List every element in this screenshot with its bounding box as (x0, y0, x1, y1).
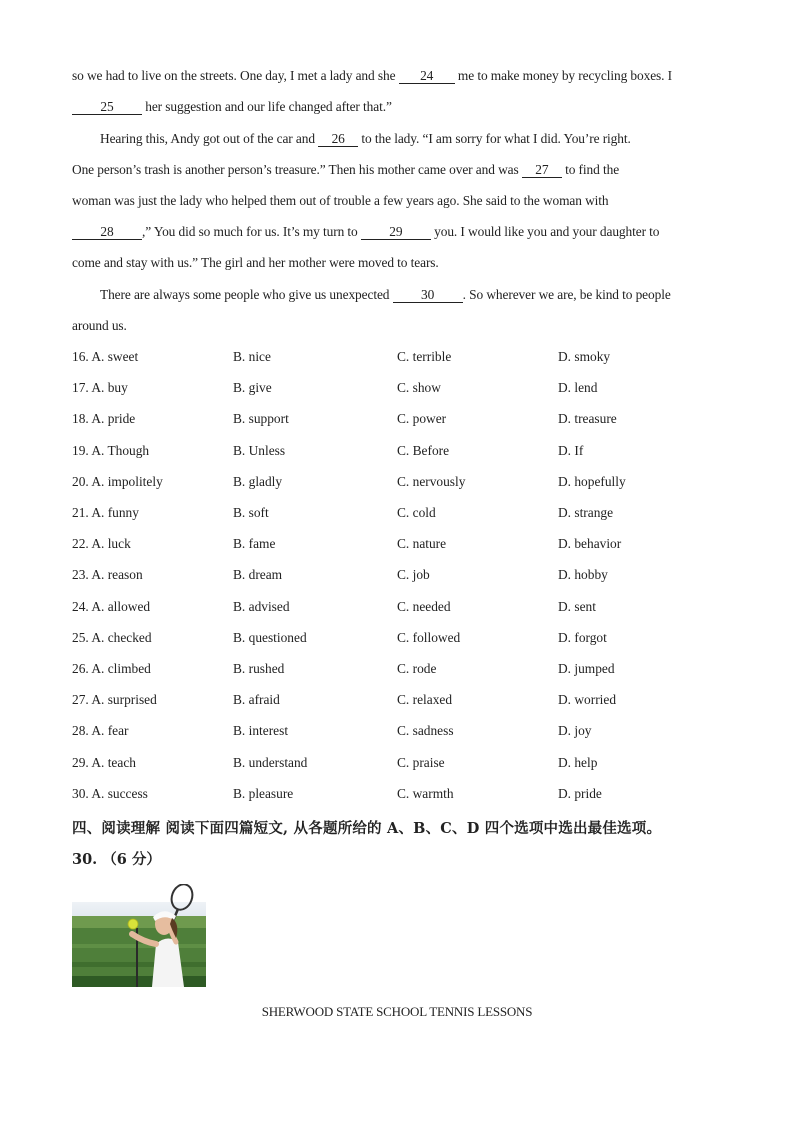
options-row-16 (72, 349, 732, 367)
passage-text: One person’s trash is another person’s treasure.” Then his mother came over and was (72, 162, 522, 177)
option-a: 19. A. Though (72, 443, 150, 458)
section-heading: 四、阅读理解 阅读下面四篇短文, 从各题所给的 A、B、C、D 四个选项中选出最佳选项。 (72, 820, 662, 837)
option-b: B. dream (233, 567, 283, 582)
option-a: 26. A. climbed (72, 661, 151, 676)
option-a: 25. A. checked (72, 630, 152, 645)
option-b: B. support (233, 411, 289, 426)
passage-line-7 (72, 255, 439, 271)
blank-24: 24 (399, 69, 455, 84)
option-b: B. nice (233, 349, 271, 364)
option-b: B. give (233, 380, 272, 395)
option-d: D. forgot (558, 630, 607, 645)
option-d: D. hopefully (558, 474, 626, 489)
blank-29: 29 (361, 225, 431, 240)
options-row-19 (72, 443, 732, 461)
options-row-28 (72, 723, 732, 741)
passage-text: Hearing this, Andy got out of the car and (100, 131, 319, 146)
passage-text: her suggestion and our life changed after that.” (142, 99, 392, 114)
passage-text: come and stay with us.” The girl and her mother were moved to tears. (72, 255, 439, 270)
option-d: D. sent (558, 599, 596, 614)
blank-26: 26 (318, 132, 358, 147)
passage-text: to find the (561, 162, 620, 177)
option-b: B. interest (233, 723, 289, 738)
options-row-26 (72, 661, 732, 679)
option-c: C. praise (397, 755, 445, 770)
option-c: C. warmth (397, 786, 454, 801)
option-a: 29. A. teach (72, 755, 136, 770)
passage-text: . So wherever we are, be kind to people (462, 287, 671, 302)
blank-27: 27 (522, 163, 562, 178)
passage-line-6 (72, 224, 659, 240)
option-b: B. advised (233, 599, 290, 614)
option-b: B. rushed (233, 661, 285, 676)
option-d: D. strange (558, 505, 614, 520)
option-a: 18. A. pride (72, 411, 136, 426)
option-d: D. help (558, 755, 598, 770)
blank-25: 25 (72, 100, 142, 115)
option-b: B. afraid (233, 692, 280, 707)
option-c: C. nervously (397, 474, 466, 489)
option-d: D. treasure (558, 411, 617, 426)
option-d: D. smoky (558, 349, 611, 364)
passage-text: me to make money by recycling boxes. I (454, 68, 673, 83)
option-c: C. cold (397, 505, 436, 520)
passage-line-2 (72, 99, 392, 115)
passage-line-5 (72, 193, 609, 209)
option-a: 16. A. sweet (72, 349, 139, 364)
option-c: C. followed (397, 630, 461, 645)
option-c: C. nature (397, 536, 447, 551)
blank-30: 30 (393, 288, 463, 303)
passage-text: There are always some people who give us unexpected (100, 287, 393, 302)
option-c: C. power (397, 411, 447, 426)
option-a: 17. A. buy (72, 380, 128, 395)
option-c: C. rode (397, 661, 437, 676)
options-row-24 (72, 599, 732, 617)
option-b: B. fame (233, 536, 276, 551)
option-b: B. questioned (233, 630, 307, 645)
options-row-17 (72, 380, 732, 398)
option-b: B. soft (233, 505, 269, 520)
passage-line-1 (72, 68, 672, 84)
option-a: 21. A. funny (72, 505, 139, 520)
passage-text: around us. (72, 318, 127, 333)
options-row-30 (72, 786, 732, 804)
option-c: C. relaxed (397, 692, 453, 707)
option-a: 24. A. allowed (72, 599, 151, 614)
option-d: D. If (558, 443, 584, 458)
passage-line-8 (100, 287, 671, 303)
option-d: D. hobby (558, 567, 608, 582)
options-row-18 (72, 411, 732, 429)
option-a: 28. A. fear (72, 723, 129, 738)
passage-text: to the lady. “I am sorry for what I did. You’re right. (358, 131, 631, 146)
option-a: 23. A. reason (72, 567, 143, 582)
passage-text: you. I would like you and your daughter to (430, 224, 660, 239)
option-d: D. lend (558, 380, 598, 395)
options-row-20 (72, 474, 732, 492)
option-b: B. Unless (233, 443, 286, 458)
option-a: 22. A. luck (72, 536, 131, 551)
option-c: C. job (397, 567, 430, 582)
option-c: C. needed (397, 599, 451, 614)
option-d: D. jumped (558, 661, 615, 676)
option-b: B. pleasure (233, 786, 294, 801)
passage-text: woman was just the lady who helped them out of trouble a few years ago. She said to the woman with (72, 193, 609, 208)
passage-text: ,” You did so much for us. It’s my turn to (142, 224, 361, 239)
option-d: D. pride (558, 786, 602, 801)
tennis-lessons-title: SHERWOOD STATE SCHOOL TENNIS LESSONS (261, 1004, 533, 1019)
tennis-player-illustration (72, 884, 206, 987)
options-row-22 (72, 536, 732, 554)
option-b: B. gladly (233, 474, 283, 489)
passage-line-9 (72, 318, 127, 334)
passage-line-4 (72, 162, 619, 178)
option-c: C. sadness (397, 723, 454, 738)
option-c: C. terrible (397, 349, 452, 364)
options-row-29 (72, 755, 732, 773)
option-d: D. joy (558, 723, 592, 738)
option-a: 27. A. surprised (72, 692, 157, 707)
blank-28: 28 (72, 225, 142, 240)
passage-text: so we had to live on the streets. One day, I met a lady and she (72, 68, 399, 83)
option-d: D. behavior (558, 536, 622, 551)
option-c: C. show (397, 380, 441, 395)
option-a: 30. A. success (72, 786, 148, 801)
options-row-21 (72, 505, 732, 523)
option-c: C. Before (397, 443, 450, 458)
option-b: B. understand (233, 755, 308, 770)
options-row-23 (72, 567, 732, 585)
question-label: 30. （6 分） (72, 851, 161, 868)
option-a: 20. A. impolitely (72, 474, 163, 489)
tennis-player-image (72, 884, 206, 987)
options-row-25 (72, 630, 732, 648)
option-d: D. worried (558, 692, 617, 707)
options-row-27 (72, 692, 732, 710)
passage-line-3 (100, 131, 631, 147)
